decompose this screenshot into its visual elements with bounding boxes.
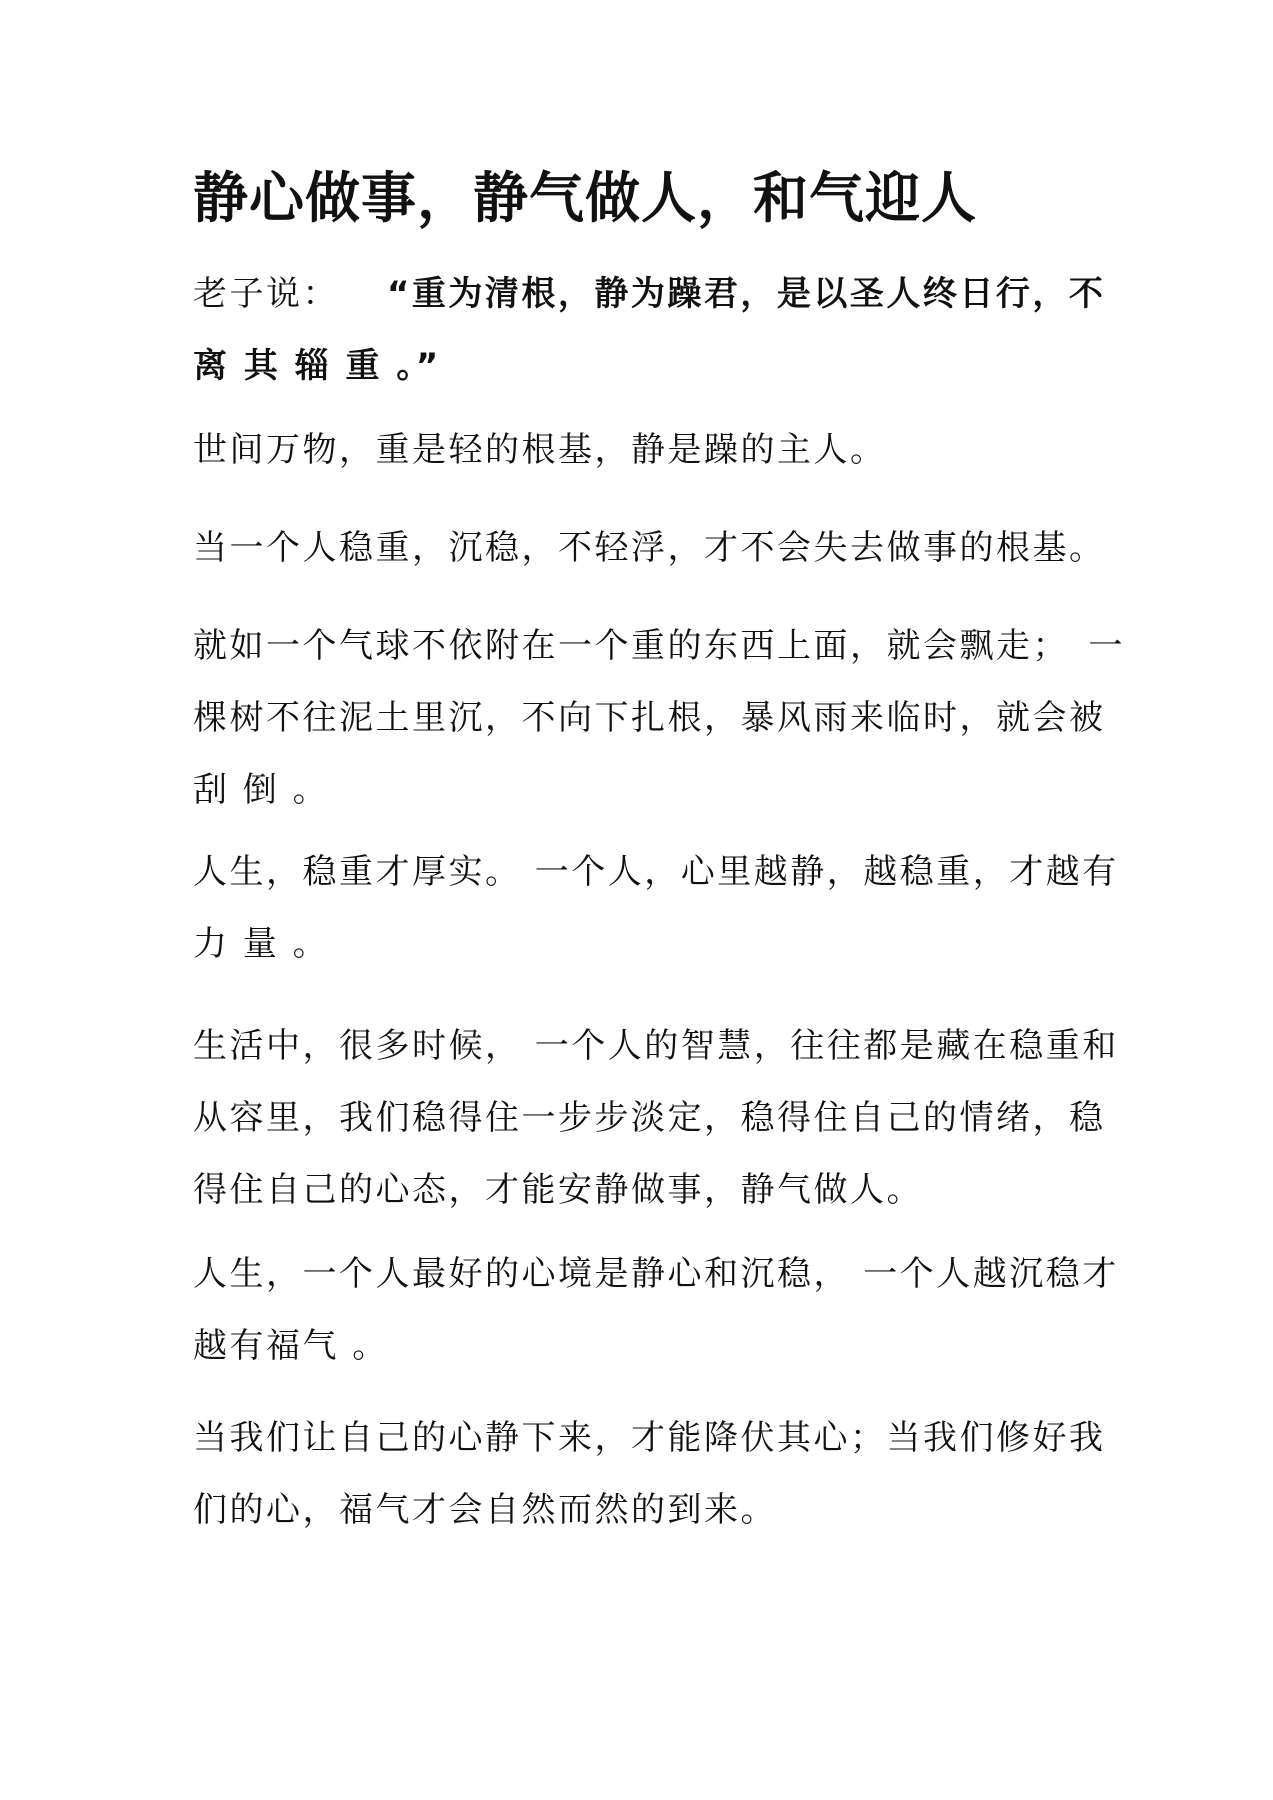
paragraph-6 bbox=[193, 1238, 1119, 1382]
quote-line-2: 离 其 辎 重 。” bbox=[193, 346, 441, 386]
document-title: 静心做事，静气做人，和气迎人 bbox=[193, 166, 978, 230]
paragraph-7 bbox=[193, 1402, 1106, 1546]
paragraph-4 bbox=[193, 836, 1119, 980]
paragraph-line: 从容里，我们稳得住一步步淡定，稳得住自己的情绪，稳 bbox=[193, 1098, 1106, 1138]
paragraph-3 bbox=[193, 610, 1125, 826]
paragraph-1 bbox=[193, 414, 1093, 486]
paragraph-line: 棵树不往泥土里沉，不向下扎根，暴风雨来临时，就会被 bbox=[193, 698, 1106, 738]
paragraph-line: 当一个人稳重，沉稳，不轻浮，才不会失去做事的根基。 bbox=[193, 528, 1106, 568]
quote-paragraph bbox=[193, 258, 1106, 402]
paragraph-line: 当我们让自己的心静下来，才能降伏其心；当我们修好我 bbox=[193, 1418, 1106, 1458]
paragraph-line: 生活中，很多时候， 一个人的智慧，往往都是藏在稳重和 bbox=[193, 1026, 1119, 1066]
paragraph-line: 就如一个气球不依附在一个重的东西上面，就会飘走； 一 bbox=[193, 626, 1125, 666]
paragraph-line: 刮 倒 。 bbox=[193, 770, 330, 810]
paragraph-5 bbox=[193, 1010, 1119, 1226]
paragraph-line: 越有福气 。 bbox=[193, 1326, 389, 1366]
document-page bbox=[193, 0, 1125, 1800]
paragraph-2 bbox=[193, 512, 1106, 584]
quote-speaker: 老子说： bbox=[193, 274, 339, 314]
paragraph-line: 们的心，福气才会自然而然的到来。 bbox=[193, 1490, 777, 1530]
quote-text: “重为清根，静为躁君，是以圣人终日行，不 bbox=[387, 274, 1106, 314]
paragraph-line: 人生，稳重才厚实。 一个人，心里越静，越稳重，才越有 bbox=[193, 852, 1119, 892]
paragraph-line: 得住自己的心态，才能安静做事，静气做人。 bbox=[193, 1170, 923, 1210]
paragraph-line: 力 量 。 bbox=[193, 924, 330, 964]
quote-line-1 bbox=[193, 258, 1106, 330]
paragraph-line: 世间万物，重是轻的根基，静是躁的主人。 bbox=[193, 430, 887, 470]
paragraph-line: 人生，一个人最好的心境是静心和沉稳， 一个人越沉稳才 bbox=[193, 1254, 1119, 1294]
